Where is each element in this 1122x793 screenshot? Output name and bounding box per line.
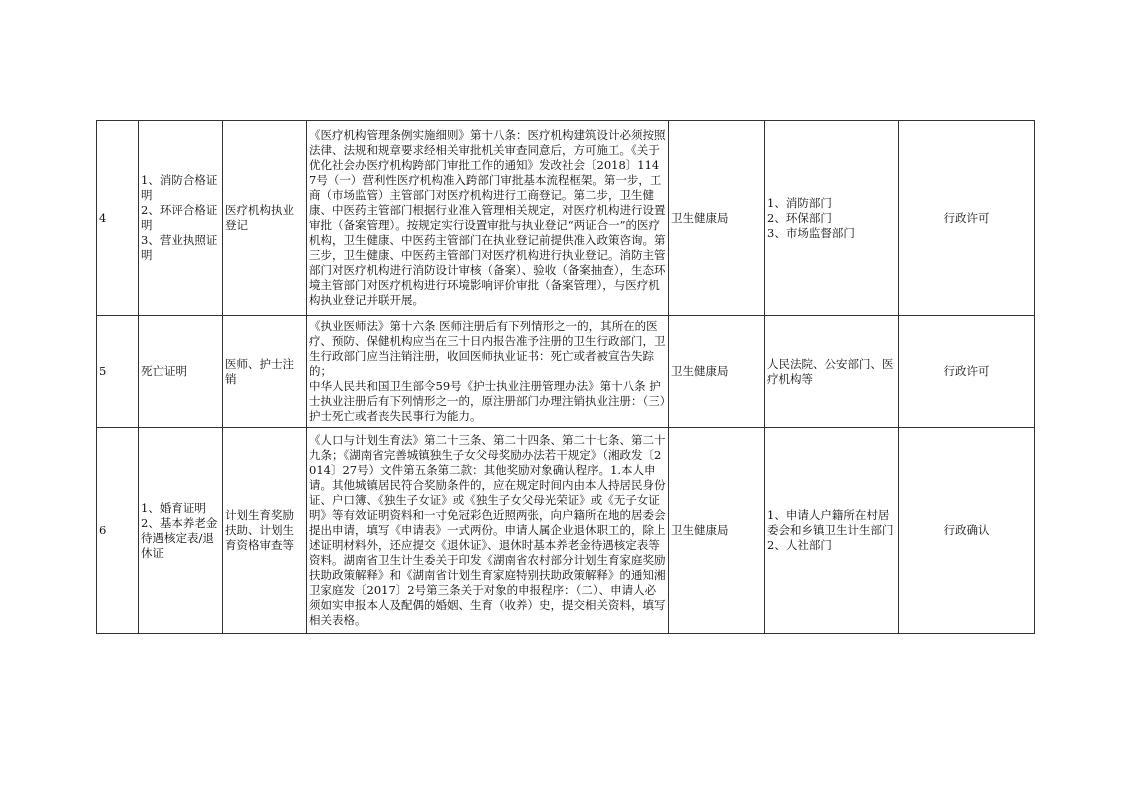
issuing-item: 3、市场监督部门: [767, 225, 855, 240]
issuing-departments: [765, 428, 899, 634]
required-materials: [139, 316, 223, 428]
matters-table: [96, 120, 1035, 634]
table-row: [97, 121, 1035, 316]
issuing-departments: [765, 316, 899, 428]
material-item: 2、基本养老金待遇核定表/退休证: [141, 515, 218, 560]
material-item: 2、环评合格证明: [141, 203, 218, 232]
handling-department: 卫生健康局: [669, 316, 765, 428]
matter-name: 计划生育奖励扶助、计划生育资格审查等: [223, 428, 307, 634]
matter-name: 医师、护士注销: [223, 316, 307, 428]
issuing-departments: [765, 121, 899, 316]
matter-category: 行政许可: [899, 121, 1035, 316]
material-item: 1、婚育证明: [141, 500, 206, 515]
issuing-item: 1、申请人户籍所在村居委会和乡镇卫生计生部门: [767, 508, 894, 537]
row-number: 4: [97, 121, 139, 316]
issuing-item: 1、消防部门: [767, 195, 832, 210]
required-materials: [139, 428, 223, 634]
material-item: 3、营业执照证明: [141, 233, 218, 262]
handling-department: 卫生健康局: [669, 121, 765, 316]
required-materials: [139, 121, 223, 316]
matter-name: 医疗机构执业登记: [223, 121, 307, 316]
legal-basis: 《医疗机构管理条例实施细则》第十八条：医疗机构建筑设计必须按照法律、法规和规章要求经相关审批机关审查同意后，方可施工。《关于优化社会办医疗机构跨部门审批工作的通知》发改社会〔2018〕1147号（一）营利性医疗机构准入跨部门审批基本流程框架。第一步，工商（市场监管）主管部门对医疗机构进行工商登记。第二步，卫生健康、中医药主管部门根据行业准入管理相关规定，对医疗机构进行设置审批（备案管理）。按规定实行设置审批与执业登记“两证合一”的医疗机构，卫生健康、中医药主管部门在执业登记前提供准入政策咨询。第三步，卫生健康、中医药主管部门对医疗机构进行执业登记。消防主管部门对医疗机构进行消防设计审核（备案）、验收（备案抽查），生态环境主管部门对医疗机构进行环境影响评价审批（备案管理），与医疗机构执业登记并联开展。: [307, 121, 669, 316]
issuing-item: 2、环保部门: [767, 210, 832, 225]
legal-basis: 《人口与计划生育法》第二十三条、第二十四条、第二十七条、第二十九条；《湖南省完善城镇独生子女父母奖励办法若干规定》（湘政发〔2014〕27号）文件第五条第二款：其他奖励对象确认程序。1.本人申请。其他城镇居民符合奖励条件的，应在规定时间内由本人持居民身份证、户口簿、《独生子女证》或《独生子女父母光荣证》或《无子女证明》等有效证明资料和一寸免冠彩色近照两张，向户籍所在地的居委会提出申请，填写《申请表》一式两份。申请人属企业退休职工的，除上述证明材料外，还应提交《退休证》、退休时基本养老金待遇核定表等资料。湖南省卫生计生委关于印发《湖南省农村部分计划生育家庭奖励扶助政策解释》和《湖南省计划生育家庭特别扶助政策解释》的通知湘卫家庭发〔2017〕2号第三条关于对象的申报程序：（二）、申请人必须如实申报本人及配偶的婚姻、生育（收养）史，提交相关资料，填写相关表格。: [307, 428, 669, 634]
handling-department: 卫生健康局: [669, 428, 765, 634]
issuing-item: 人民法院、公安部门、医疗机构等: [767, 356, 894, 386]
material-item: 1、消防合格证明: [141, 173, 218, 202]
table-row: [97, 316, 1035, 428]
row-number: 6: [97, 428, 139, 634]
matter-category: 行政确认: [899, 428, 1035, 634]
row-number: 5: [97, 316, 139, 428]
matter-category: 行政许可: [899, 316, 1035, 428]
legal-basis: 《执业医师法》第十六条 医师注册后有下列情形之一的，其所在的医疗、预防、保健机构应当在三十日内报告准予注册的卫生行政部门，卫生行政部门应当注销注册，收回医师执业证书：死亡或者被宣告失踪的； 中华人民共和国卫生部令59号《护士执业注册管理办法》第十八条 护士执业注册后有下列情形之一的，原注册部门办理注销执业注册：（三）护士死亡或者丧失民事行为能力。: [307, 316, 669, 428]
material-item: 死亡证明: [141, 364, 187, 378]
table-row: [97, 428, 1035, 634]
issuing-item: 2、人社部门: [767, 538, 832, 552]
